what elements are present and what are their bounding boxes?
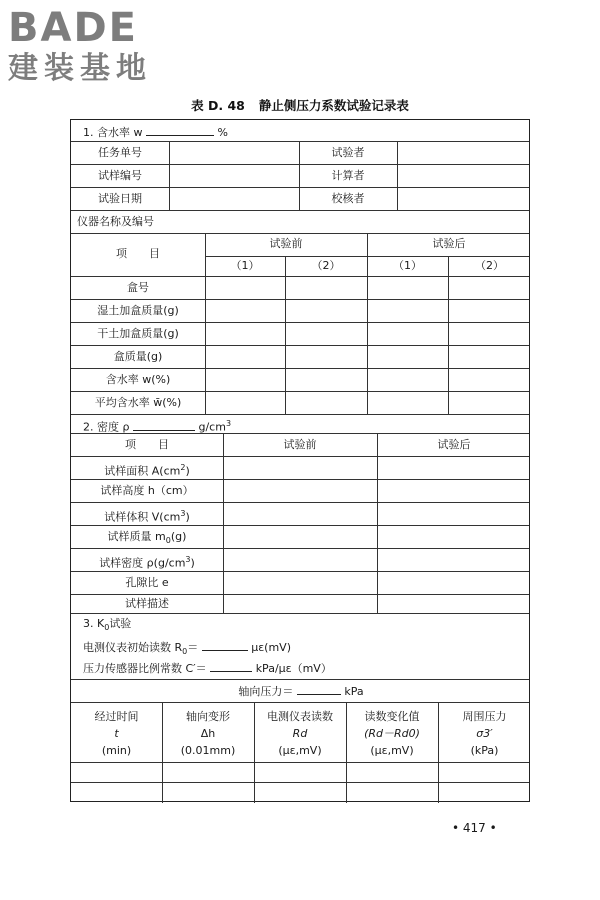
density-blank[interactable] <box>133 419 195 431</box>
sensor-constant: 压力传感器比例常数 C′＝ kPa/με（mV） <box>83 662 332 675</box>
row-dry-mass: 干土加盒质量(g) <box>97 327 179 340</box>
col-meter-reading: 电测仪表读数 Rd (με,mV) <box>267 710 333 757</box>
density-label: 2. 密度 ρ $g/cm^3$ <box>83 419 232 434</box>
row-mass: 试样质量 $m_0(g)$ <box>107 530 187 546</box>
checker-label: 校核者 <box>331 192 365 205</box>
after-header-1: 试验后 <box>432 237 466 250</box>
table-number: 表 D. 48 <box>191 98 245 113</box>
item-header-1: 项 目 <box>116 247 160 260</box>
calculator-label: 计算者 <box>331 169 365 182</box>
record-form <box>70 119 530 802</box>
row-wet-mass: 湿土加盒质量(g) <box>97 304 179 317</box>
row-description: 试样描述 <box>125 597 169 610</box>
row-moisture: 含水率 w(%) <box>105 373 171 386</box>
test-date-label: 试验日期 <box>98 192 142 205</box>
before-col-2: （2） <box>311 259 341 272</box>
col-reading-change: 读数变化值 (Rd－Rd0) (με,mV) <box>364 710 420 757</box>
sensor-constant-blank[interactable] <box>210 660 252 672</box>
col-axial-deformation: 轴向变形 Δh (0.01mm) <box>180 710 236 757</box>
tester-label: 试验者 <box>331 146 365 159</box>
logo <box>8 6 178 86</box>
row-volume: 试样体积 $V(cm^3)$ <box>104 509 190 524</box>
logo-bottom-text: 建装基地 <box>8 51 152 86</box>
row-height: 试样高度 h（cm） <box>100 484 194 497</box>
axial-pressure-blank[interactable] <box>297 683 341 695</box>
moisture-blank[interactable] <box>146 124 214 136</box>
after-col-1: （1） <box>393 259 422 272</box>
table-title <box>0 96 600 114</box>
item-header-2: 项 目 <box>125 438 169 451</box>
before-header-2: 试验前 <box>283 438 317 451</box>
after-col-2: （2） <box>475 259 504 272</box>
sample-no-label: 试样编号 <box>98 169 142 182</box>
axial-pressure: 轴向压力＝ kPa <box>238 685 364 698</box>
row-box-mass: 盒质量(g) <box>113 350 163 363</box>
col-confining-pressure: 周围压力 σ3′ (kPa) <box>462 710 507 757</box>
row-void-ratio: 孔隙比 e <box>125 576 169 589</box>
moisture-label: 1. 含水率 w % <box>83 126 228 139</box>
k0-label: 3. $K_0$试验 <box>83 617 132 633</box>
row-density: 试样密度 $\rho(g/cm^3)$ <box>99 555 195 570</box>
row-area: 试样面积 $A(cm^2)$ <box>104 463 190 478</box>
logo-top-text: BADE <box>8 5 138 51</box>
row-avg-moisture: 平均含水率 w̄(%) <box>94 396 182 409</box>
table-name: 静止侧压力系数试验记录表 <box>258 98 409 113</box>
page-number: • 417 • <box>452 821 497 835</box>
row-box-no: 盒号 <box>127 281 149 294</box>
initial-reading-blank[interactable] <box>202 639 248 651</box>
task-no-label: 任务单号 <box>98 146 142 159</box>
before-header-1: 试验前 <box>269 237 303 250</box>
before-col-1: （1） <box>230 259 260 272</box>
col-elapsed-time: 经过时间 t (min) <box>94 710 139 757</box>
after-header-2: 试验后 <box>437 438 471 451</box>
instrument-label: 仪器名称及编号 <box>77 215 154 228</box>
initial-reading: 电测仪表初始读数 $R_0= \mu\varepsilon(mV)$ <box>83 641 292 657</box>
